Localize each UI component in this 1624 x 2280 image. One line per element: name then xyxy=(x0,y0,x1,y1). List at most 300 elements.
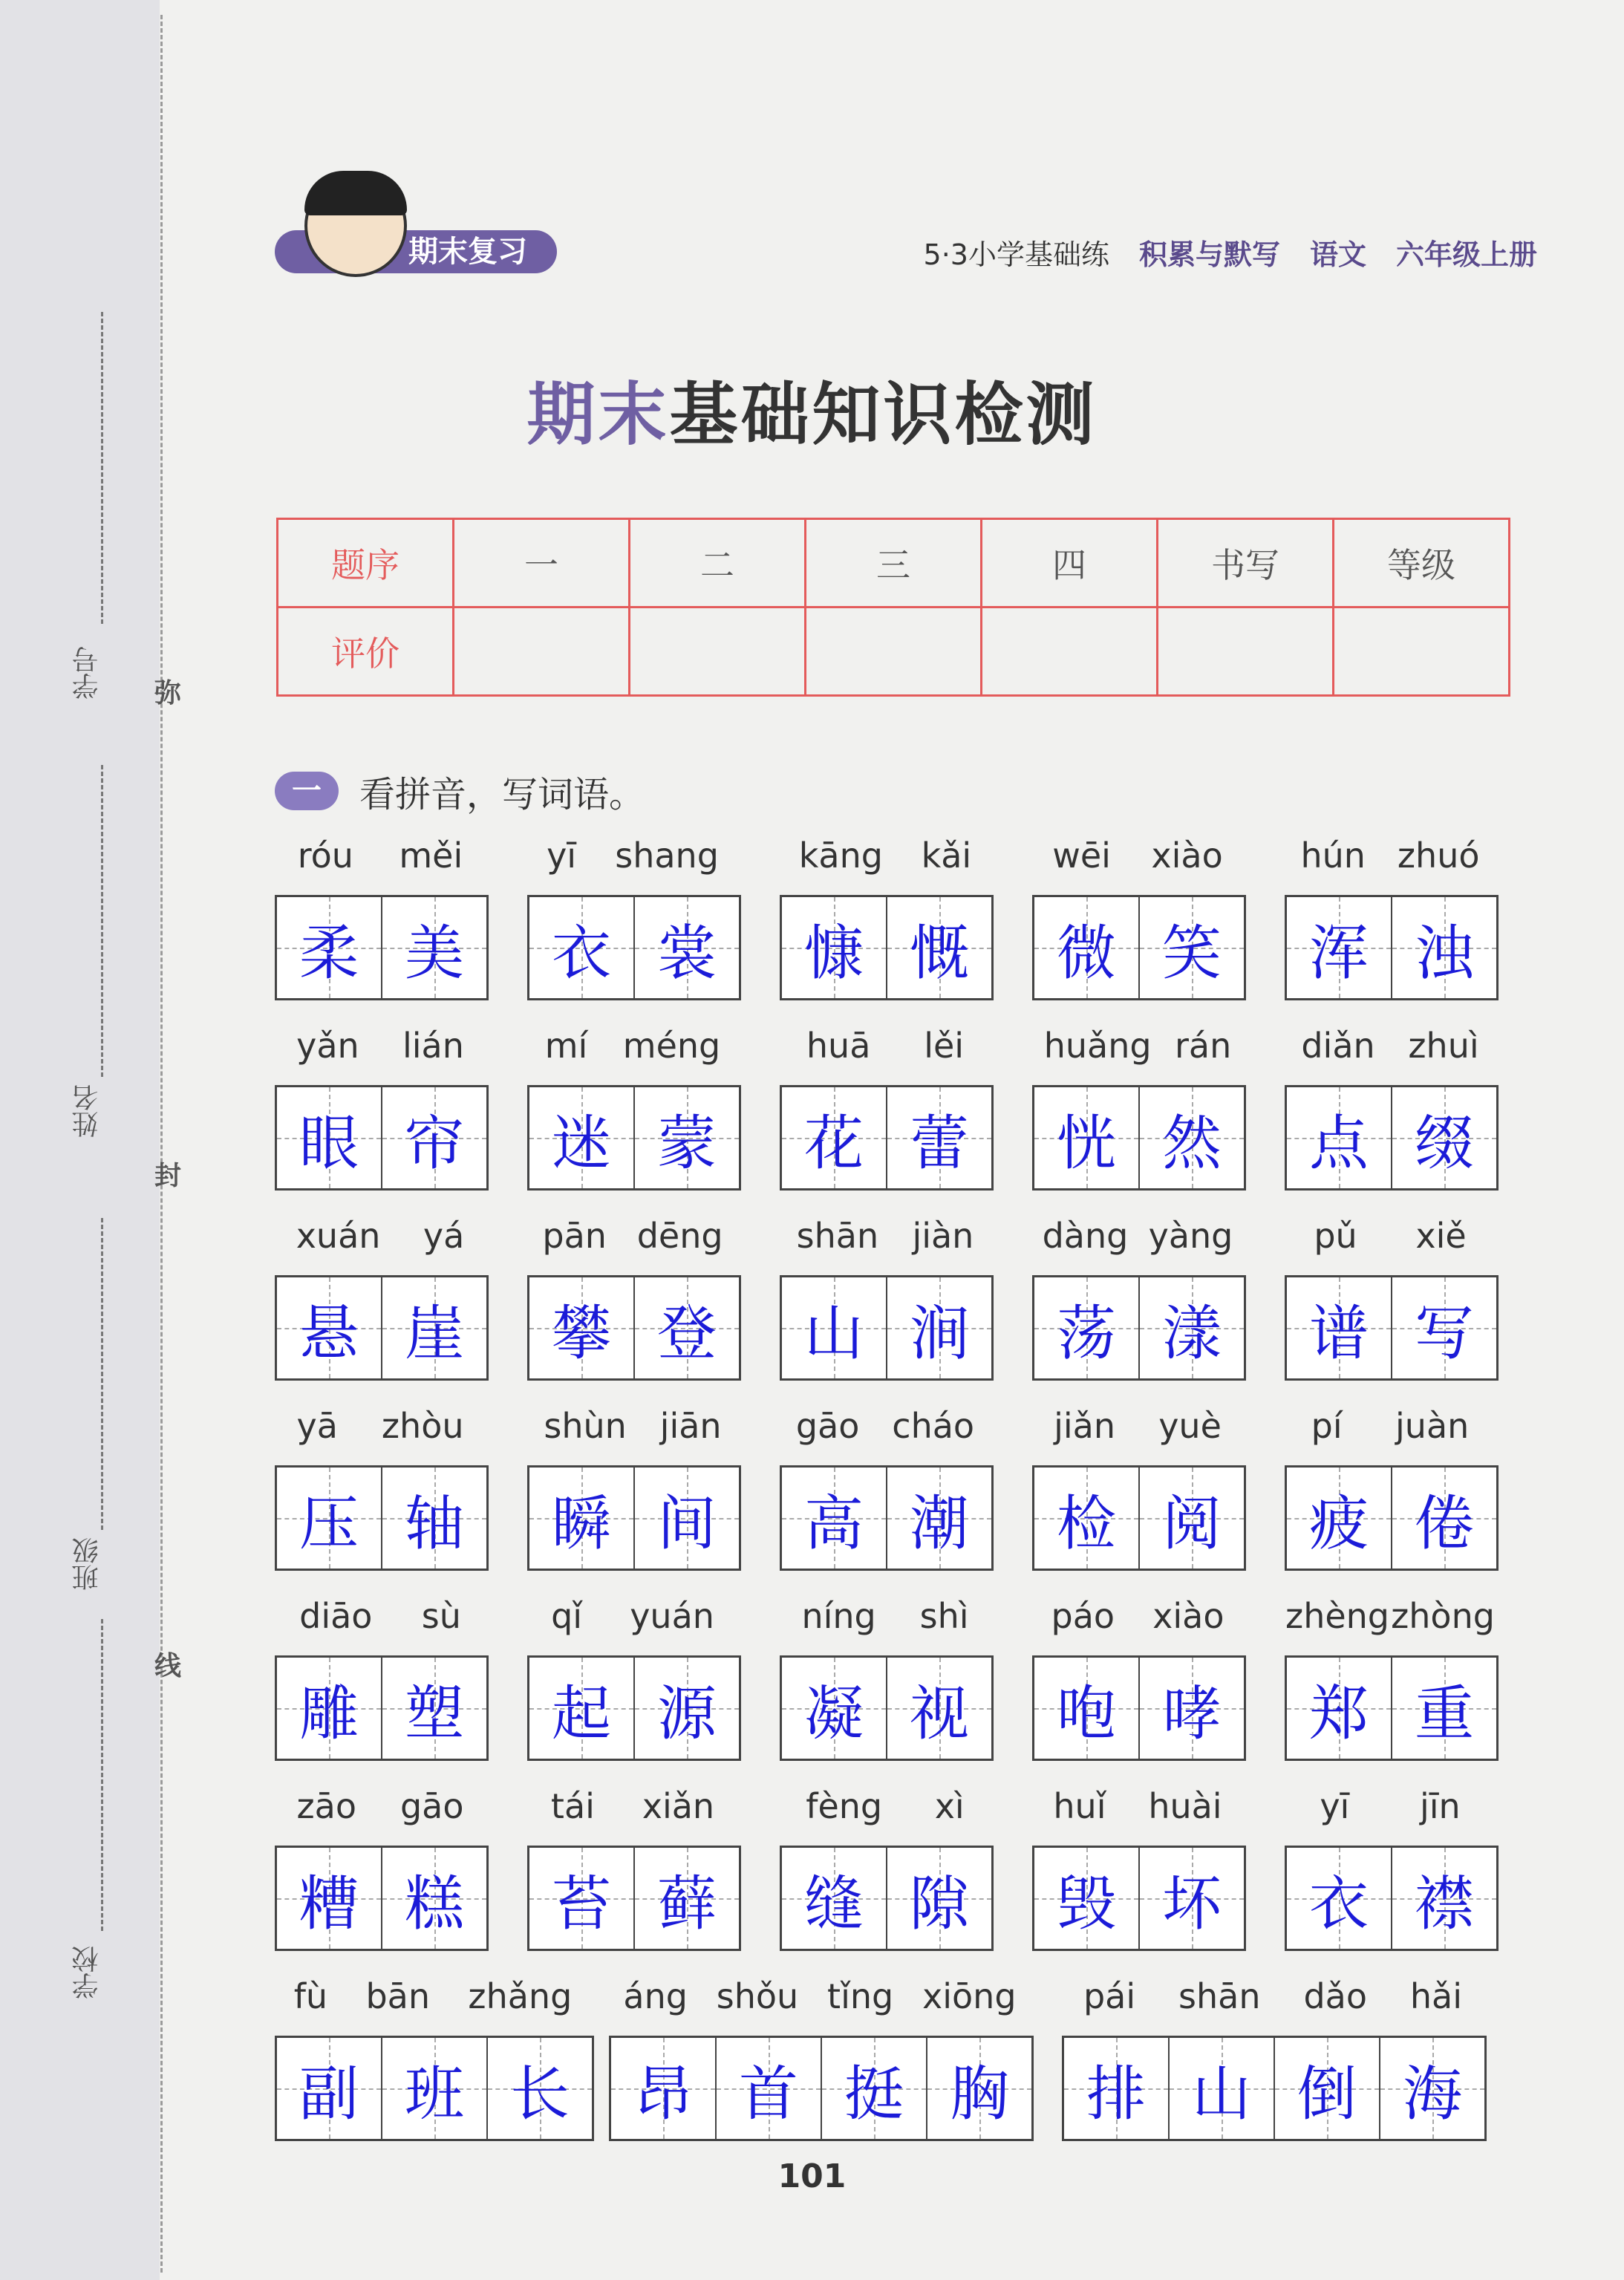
character-box[interactable] xyxy=(529,1468,633,1569)
student-name-label: 姓名 xyxy=(72,1084,102,1138)
character-box[interactable] xyxy=(277,897,381,998)
writing-boxes[interactable] xyxy=(780,1655,994,1761)
writing-boxes[interactable] xyxy=(1285,895,1499,1000)
pinyin-syllable: pí xyxy=(1311,1406,1343,1446)
answer-character: 胸 xyxy=(950,2059,1009,2128)
writing-boxes[interactable] xyxy=(1285,1465,1499,1571)
seal-word: 封 xyxy=(154,1161,182,1191)
pinyin-syllable: tǐng xyxy=(827,1976,894,2016)
pinyin-syllable: shǒu xyxy=(716,1976,799,2016)
pinyin-syllable: xiào xyxy=(1152,1596,1224,1636)
subject-name: 语文 xyxy=(1309,238,1366,271)
pinyin-syllable: huǎng xyxy=(1043,1026,1152,1066)
writing-boxes[interactable] xyxy=(780,1275,994,1381)
character-box[interactable] xyxy=(277,1658,381,1759)
answer-character: 检 xyxy=(1057,1488,1116,1558)
writing-boxes[interactable] xyxy=(1285,1846,1499,1951)
pinyin-syllable: mí xyxy=(544,1026,588,1066)
character-box[interactable] xyxy=(1391,1658,1496,1759)
answer-character: 倦 xyxy=(1415,1488,1474,1558)
pinyin xyxy=(275,1976,591,2016)
character-box[interactable] xyxy=(886,1848,991,1949)
answer-character: 海 xyxy=(1403,2059,1462,2128)
answer-character: 裳 xyxy=(657,918,717,988)
character-box[interactable] xyxy=(821,2038,926,2139)
pinyin-syllable: yā xyxy=(296,1406,338,1446)
answer-character: 崖 xyxy=(405,1298,464,1368)
writing-boxes[interactable] xyxy=(780,895,994,1000)
character-box[interactable] xyxy=(1391,897,1496,998)
writing-boxes[interactable] xyxy=(1032,1275,1246,1381)
pinyin-syllable: yuán xyxy=(630,1596,714,1636)
pinyin xyxy=(527,836,738,876)
answer-character: 坏 xyxy=(1162,1869,1222,1938)
answer-character: 藓 xyxy=(657,1869,717,1938)
character-box[interactable] xyxy=(886,897,991,998)
pinyin-syllable: xiào xyxy=(1151,836,1223,876)
pinyin xyxy=(275,1786,486,1826)
pinyin-syllable: lěi xyxy=(924,1026,965,1066)
answer-character: 登 xyxy=(657,1298,717,1368)
field-line xyxy=(101,1619,103,1931)
score-header-row xyxy=(278,519,1510,608)
page-title: 期末基础知识检测 xyxy=(526,375,1098,455)
answer-character: 美 xyxy=(405,918,464,988)
pinyin xyxy=(1032,836,1243,876)
answer-character: 塑 xyxy=(405,1678,464,1748)
pinyin-syllable: xì xyxy=(934,1786,965,1826)
score-header-cell: 题序 xyxy=(278,519,454,608)
character-box[interactable] xyxy=(381,1277,486,1378)
score-header-cell: 等级 xyxy=(1334,519,1510,608)
mascot-hair xyxy=(304,171,407,215)
writing-boxes[interactable] xyxy=(527,1465,741,1571)
pinyin xyxy=(275,1406,486,1446)
seal-word: 弥 xyxy=(154,678,182,709)
pinyin-syllable: níng xyxy=(801,1596,876,1636)
writing-boxes[interactable] xyxy=(1285,1085,1499,1191)
pinyin-syllable: jiàn xyxy=(912,1216,974,1256)
character-box[interactable] xyxy=(381,1658,486,1759)
cut-line xyxy=(160,15,163,2273)
character-box[interactable] xyxy=(1168,2038,1274,2139)
writing-boxes[interactable] xyxy=(275,1655,489,1761)
pinyin-syllable: bān xyxy=(365,1976,431,2016)
section-instruction: 看拼音，写词语。 xyxy=(359,773,645,815)
answer-character: 微 xyxy=(1057,918,1116,988)
pinyin xyxy=(1032,1406,1243,1446)
pinyin xyxy=(1285,1406,1496,1446)
character-box[interactable] xyxy=(782,1848,886,1949)
writing-boxes[interactable] xyxy=(609,2036,1034,2141)
writing-boxes[interactable] xyxy=(1032,1846,1246,1951)
pinyin-syllable: zhòng xyxy=(1391,1596,1495,1636)
grade-name: 六年级上册 xyxy=(1395,238,1537,271)
pinyin-syllable: méng xyxy=(622,1026,721,1066)
pinyin xyxy=(780,836,991,876)
writing-boxes[interactable] xyxy=(1285,1275,1499,1381)
character-box[interactable] xyxy=(1379,2038,1484,2139)
pinyin xyxy=(780,1786,991,1826)
answer-character: 点 xyxy=(1309,1108,1369,1178)
answer-character: 毁 xyxy=(1057,1869,1116,1938)
character-box[interactable] xyxy=(1034,1848,1138,1949)
pinyin-syllable: yǎn xyxy=(296,1026,359,1066)
writing-boxes[interactable] xyxy=(1062,2036,1487,2141)
answer-character: 悬 xyxy=(299,1298,359,1368)
answer-character: 雕 xyxy=(299,1678,359,1748)
answer-character: 漾 xyxy=(1162,1298,1222,1368)
character-box[interactable] xyxy=(633,1087,739,1188)
word-row xyxy=(275,1216,1515,1406)
pinyin-syllable: cháo xyxy=(892,1406,975,1446)
character-box[interactable] xyxy=(782,1468,886,1569)
character-box[interactable] xyxy=(486,2038,592,2139)
character-box[interactable] xyxy=(1138,1277,1244,1378)
character-box[interactable] xyxy=(529,897,633,998)
answer-character: 视 xyxy=(910,1678,969,1748)
review-badge: 期末复习 xyxy=(275,230,557,273)
character-box[interactable] xyxy=(529,1277,633,1378)
pinyin xyxy=(275,1596,486,1636)
answer-character: 山 xyxy=(1192,2059,1251,2128)
writing-boxes[interactable] xyxy=(527,1846,741,1951)
score-cell[interactable] xyxy=(454,608,630,696)
answer-character: 轴 xyxy=(405,1488,464,1558)
character-box[interactable] xyxy=(926,2038,1031,2139)
pinyin-syllable: zhǎng xyxy=(468,1976,573,2016)
writing-boxes[interactable] xyxy=(275,1846,489,1951)
pinyin-syllable: huài xyxy=(1148,1786,1222,1826)
answer-character: 潮 xyxy=(910,1488,969,1558)
pinyin-syllable: tái xyxy=(550,1786,595,1826)
writing-boxes[interactable] xyxy=(1032,1465,1246,1571)
word-grid xyxy=(275,836,1515,2166)
score-cell[interactable] xyxy=(1158,608,1334,696)
answer-character: 副 xyxy=(299,2059,359,2128)
character-box[interactable] xyxy=(1034,1468,1138,1569)
writing-boxes[interactable] xyxy=(1032,1655,1246,1761)
pinyin-syllable: pǔ xyxy=(1314,1216,1357,1256)
answer-character: 花 xyxy=(804,1108,864,1178)
writing-boxes[interactable] xyxy=(527,1275,741,1381)
pinyin-syllable: huā xyxy=(806,1026,871,1066)
score-cell[interactable] xyxy=(982,608,1158,696)
answer-character: 间 xyxy=(657,1488,717,1558)
pinyin-syllable: huǐ xyxy=(1053,1786,1106,1826)
answer-character: 高 xyxy=(804,1488,864,1558)
character-box[interactable] xyxy=(633,897,739,998)
pinyin xyxy=(609,1976,1031,2016)
pinyin-syllable: měi xyxy=(399,836,463,876)
score-value-row xyxy=(278,608,1510,696)
answer-character: 瞬 xyxy=(552,1488,611,1558)
answer-character: 衣 xyxy=(1309,1869,1369,1938)
word-row xyxy=(275,1976,1515,2166)
answer-character: 涧 xyxy=(910,1298,969,1368)
character-box[interactable] xyxy=(1034,1277,1138,1378)
pinyin xyxy=(1032,1026,1243,1066)
answer-character: 衣 xyxy=(552,918,611,988)
answer-character: 糕 xyxy=(405,1869,464,1938)
character-box[interactable] xyxy=(1391,1277,1496,1378)
character-box[interactable] xyxy=(381,1848,486,1949)
pinyin-syllable: qǐ xyxy=(551,1596,583,1636)
pinyin-syllable: zāo xyxy=(296,1786,356,1826)
binding-margin xyxy=(0,0,160,2280)
score-row-label: 评价 xyxy=(278,608,454,696)
writing-boxes[interactable] xyxy=(275,1465,489,1571)
answer-character: 蒙 xyxy=(657,1108,717,1178)
character-box[interactable] xyxy=(277,2038,381,2139)
answer-character: 迷 xyxy=(552,1108,611,1178)
pinyin-syllable: hún xyxy=(1300,836,1366,876)
pinyin xyxy=(1285,1786,1496,1826)
word-row xyxy=(275,1596,1515,1786)
answer-character: 班 xyxy=(405,2059,464,2128)
writing-boxes[interactable] xyxy=(1032,1085,1246,1191)
pinyin-syllable: dǎo xyxy=(1303,1976,1367,2016)
answer-character: 苔 xyxy=(552,1869,611,1938)
answer-character: 缀 xyxy=(1415,1108,1474,1178)
student-number-label: 学号 xyxy=(72,646,102,700)
character-box[interactable] xyxy=(886,1658,991,1759)
answer-character: 慷 xyxy=(804,918,864,988)
writing-boxes[interactable] xyxy=(275,1275,489,1381)
character-box[interactable] xyxy=(1287,1468,1391,1569)
character-box[interactable] xyxy=(1034,1087,1138,1188)
character-box[interactable] xyxy=(1138,1087,1244,1188)
character-box[interactable] xyxy=(277,1468,381,1569)
section-number: 一 xyxy=(275,772,339,810)
answer-character: 起 xyxy=(552,1678,611,1748)
pinyin-syllable: zhuì xyxy=(1408,1026,1479,1066)
pinyin xyxy=(1285,1216,1496,1256)
character-box[interactable] xyxy=(782,1658,886,1759)
character-box[interactable] xyxy=(381,897,486,998)
answer-character: 疲 xyxy=(1309,1488,1369,1558)
character-box[interactable] xyxy=(1034,897,1138,998)
pinyin-syllable: gāo xyxy=(795,1406,860,1446)
character-box[interactable] xyxy=(715,2038,821,2139)
pinyin-syllable: hǎi xyxy=(1409,1976,1463,2016)
character-box[interactable] xyxy=(1034,1658,1138,1759)
character-box[interactable] xyxy=(1138,897,1244,998)
score-header-cell: 一 xyxy=(454,519,630,608)
pinyin-syllable: lián xyxy=(402,1026,464,1066)
writing-boxes[interactable] xyxy=(275,895,489,1000)
pinyin xyxy=(527,1596,738,1636)
pinyin xyxy=(275,1216,486,1256)
writing-boxes[interactable] xyxy=(780,1085,994,1191)
pinyin-syllable: diǎn xyxy=(1301,1026,1375,1066)
pinyin-syllable: dēng xyxy=(636,1216,723,1256)
field-line xyxy=(101,1218,103,1530)
writing-boxes[interactable] xyxy=(527,1655,741,1761)
pinyin-syllable: shān xyxy=(796,1216,879,1256)
pinyin-syllable: rán xyxy=(1175,1026,1232,1066)
character-box[interactable] xyxy=(1287,1087,1391,1188)
writing-boxes[interactable] xyxy=(780,1846,994,1951)
score-cell[interactable] xyxy=(806,608,982,696)
pinyin xyxy=(527,1216,738,1256)
answer-character: 长 xyxy=(510,2059,570,2128)
character-box[interactable] xyxy=(277,1087,381,1188)
writing-boxes[interactable] xyxy=(527,1085,741,1191)
character-box[interactable] xyxy=(1138,1468,1244,1569)
answer-character: 隙 xyxy=(910,1869,969,1938)
pinyin xyxy=(1062,1976,1484,2016)
character-box[interactable] xyxy=(633,1468,739,1569)
word-row xyxy=(275,836,1515,1026)
pinyin-syllable: shang xyxy=(615,836,719,876)
pinyin-syllable: shān xyxy=(1178,1976,1261,2016)
pinyin-syllable: kāng xyxy=(798,836,883,876)
score-header-cell: 四 xyxy=(982,519,1158,608)
character-box[interactable] xyxy=(782,1087,886,1188)
pinyin-syllable: yī xyxy=(1320,1786,1350,1826)
score-header-cell: 二 xyxy=(630,519,806,608)
pinyin xyxy=(780,1216,991,1256)
answer-character: 挺 xyxy=(844,2059,904,2128)
word-row xyxy=(275,1026,1515,1216)
pinyin-syllable: zhuó xyxy=(1397,836,1480,876)
character-box[interactable] xyxy=(1391,1087,1496,1188)
answer-character: 阅 xyxy=(1162,1488,1222,1558)
pinyin-syllable: róu xyxy=(297,836,353,876)
answer-character: 攀 xyxy=(552,1298,611,1368)
pinyin xyxy=(1032,1596,1243,1636)
character-box[interactable] xyxy=(886,1087,991,1188)
character-box[interactable] xyxy=(1274,2038,1379,2139)
pinyin-syllable: shùn xyxy=(544,1406,627,1446)
pinyin xyxy=(1285,1596,1496,1636)
pinyin xyxy=(780,1406,991,1446)
character-box[interactable] xyxy=(633,1848,739,1949)
pinyin xyxy=(1285,836,1496,876)
pinyin-syllable: zhòu xyxy=(381,1406,464,1446)
answer-character: 山 xyxy=(804,1298,864,1368)
page-number: 101 xyxy=(777,2157,847,2195)
pinyin-syllable: jīn xyxy=(1419,1786,1461,1826)
pinyin-syllable: jiān xyxy=(659,1406,722,1446)
character-box[interactable] xyxy=(1287,1848,1391,1949)
answer-character: 蕾 xyxy=(910,1108,969,1178)
score-header-cell: 三 xyxy=(806,519,982,608)
answer-character: 荡 xyxy=(1057,1298,1116,1368)
character-box[interactable] xyxy=(381,1468,486,1569)
character-box[interactable] xyxy=(529,1658,633,1759)
character-box[interactable] xyxy=(277,1277,381,1378)
pinyin-syllable: juàn xyxy=(1395,1406,1470,1446)
score-cell[interactable] xyxy=(630,608,806,696)
pinyin xyxy=(780,1026,991,1066)
pinyin-syllable: fèng xyxy=(806,1786,883,1826)
pinyin-syllable: jiǎn xyxy=(1054,1406,1115,1446)
answer-character: 恍 xyxy=(1057,1108,1116,1178)
answer-character: 慨 xyxy=(910,918,969,988)
answer-character: 浊 xyxy=(1415,918,1474,988)
character-box[interactable] xyxy=(886,1468,991,1569)
character-box[interactable] xyxy=(529,1087,633,1188)
pinyin-syllable: xiě xyxy=(1415,1216,1467,1256)
page-header xyxy=(275,223,1537,275)
writing-boxes[interactable] xyxy=(275,1085,489,1191)
character-box[interactable] xyxy=(1138,1658,1244,1759)
answer-character: 浑 xyxy=(1309,918,1369,988)
pinyin-syllable: pān xyxy=(542,1216,607,1256)
word-row xyxy=(275,1786,1515,1976)
pinyin-syllable: yuè xyxy=(1158,1406,1222,1446)
writing-boxes[interactable] xyxy=(1032,895,1246,1000)
answer-character: 源 xyxy=(657,1678,717,1748)
character-box[interactable] xyxy=(782,897,886,998)
character-box[interactable] xyxy=(633,1277,739,1378)
answer-character: 凝 xyxy=(804,1678,864,1748)
pinyin-syllable: xiōng xyxy=(922,1976,1017,2016)
word-row xyxy=(275,1406,1515,1596)
character-box[interactable] xyxy=(1287,897,1391,998)
character-box[interactable] xyxy=(886,1277,991,1378)
writing-boxes[interactable] xyxy=(527,895,741,1000)
answer-character: 柔 xyxy=(299,918,359,988)
answer-character: 笑 xyxy=(1162,918,1222,988)
character-box[interactable] xyxy=(782,1277,886,1378)
pinyin-syllable: páo xyxy=(1051,1596,1115,1636)
character-box[interactable] xyxy=(1287,1277,1391,1378)
character-box[interactable] xyxy=(611,2038,715,2139)
pinyin xyxy=(527,1406,738,1446)
writing-boxes[interactable] xyxy=(1285,1655,1499,1761)
answer-character: 然 xyxy=(1162,1108,1222,1178)
character-box[interactable] xyxy=(529,1848,633,1949)
pinyin-syllable: zhèng xyxy=(1285,1596,1390,1636)
score-cell[interactable] xyxy=(1334,608,1510,696)
answer-character: 谱 xyxy=(1309,1298,1369,1368)
character-box[interactable] xyxy=(633,1658,739,1759)
answer-character: 首 xyxy=(739,2059,798,2128)
character-box[interactable] xyxy=(381,2038,486,2139)
answer-character: 倒 xyxy=(1297,2059,1357,2128)
writing-boxes[interactable] xyxy=(780,1465,994,1571)
answer-character: 重 xyxy=(1415,1678,1474,1748)
answer-character: 排 xyxy=(1086,2059,1146,2128)
character-box[interactable] xyxy=(277,1848,381,1949)
answer-character: 咆 xyxy=(1057,1678,1116,1748)
character-box[interactable] xyxy=(1138,1848,1244,1949)
school-label: 学校 xyxy=(72,1946,102,1999)
writing-boxes[interactable] xyxy=(275,2036,594,2141)
pinyin-syllable: dàng xyxy=(1042,1216,1129,1256)
pinyin-syllable: yàng xyxy=(1148,1216,1233,1256)
pinyin-syllable: yá xyxy=(423,1216,465,1256)
pinyin-syllable: shì xyxy=(919,1596,969,1636)
character-box[interactable] xyxy=(1391,1468,1496,1569)
pinyin xyxy=(275,1026,486,1066)
book-info xyxy=(924,232,1537,273)
pinyin xyxy=(275,836,486,876)
answer-character: 襟 xyxy=(1415,1869,1474,1938)
character-box[interactable] xyxy=(1391,1848,1496,1949)
character-box[interactable] xyxy=(381,1087,486,1188)
character-box[interactable] xyxy=(1064,2038,1168,2139)
answer-character: 郑 xyxy=(1309,1678,1369,1748)
pinyin xyxy=(527,1786,738,1826)
character-box[interactable] xyxy=(1287,1658,1391,1759)
field-line xyxy=(101,312,103,624)
seal-word: 线 xyxy=(154,1651,182,1681)
pinyin-syllable: sù xyxy=(421,1596,461,1636)
